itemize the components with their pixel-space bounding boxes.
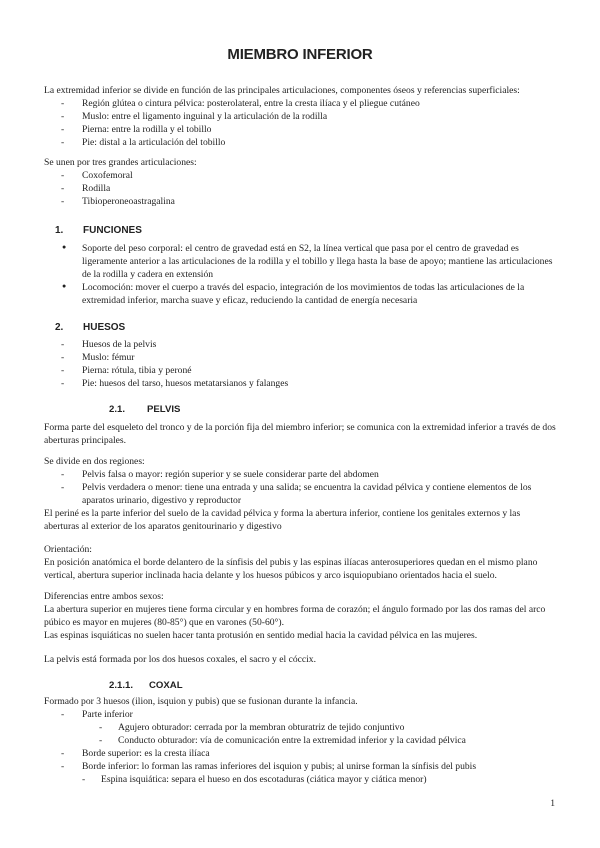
list-item: ● Locomoción: mover el cuerpo a través del espacio, integración de los movimientos de todas las articulaciones de la extremidad inferior, marcha suave y eficaz, reduciendo la cantidad de energía necesaria (44, 281, 556, 307)
list-item: - Borde inferior: lo forman las ramas inferiores del isquion y pubis; al unirse forman la sínfisis del pubis (44, 760, 556, 773)
list-item: - Agujero obturador: cerrada por la membran obturatriz de tejido conjuntivo (44, 721, 556, 734)
subsection-heading (44, 403, 556, 416)
pelvis-regions-list (44, 468, 556, 507)
section-number: 1. (55, 225, 64, 236)
diff-block (44, 590, 556, 642)
joints-block (44, 156, 556, 208)
pelvis-regions (44, 455, 556, 533)
list-item: - Región glútea o cintura pélvica: posterolateral, entre la cresta ilíaca y el pliegue cutáneo (44, 97, 556, 110)
paragraph: El periné es la parte inferior del suelo de la cavidad pélvica y forma la abertura inferior, contiene los genitales externos y las aberturas al exterior de los aparatos genitourinario y digestivo (44, 508, 521, 533)
joints-intro: Se unen por tres grandes articulaciones: (44, 157, 197, 168)
list-item: - Muslo: fémur (44, 351, 556, 364)
paragraph: La pelvis está formada por los dos huesos coxales, el sacro y el cóccix. (44, 654, 317, 665)
formed-block (44, 653, 556, 666)
section-pelvis (44, 403, 556, 416)
list-item: - Muslo: entre el ligamento inguinal y la articulación de la rodilla (44, 110, 556, 123)
list-item: - Pelvis falsa o mayor: región superior y se suele considerar parte del abdomen (44, 468, 556, 481)
section-number: 2. (55, 322, 64, 333)
regions-list (44, 97, 556, 149)
coxal-list (44, 708, 556, 721)
page-title: MIEMBRO INFERIOR (227, 46, 373, 63)
paragraph: Las espinas isquiáticas no suelen hacer tanta protusión en sentido medial hacia la cavidad pélvica en las mujeres. (44, 630, 478, 642)
funciones-list (44, 242, 556, 307)
section-heading (44, 321, 556, 335)
section-heading (44, 224, 556, 238)
pelvis-body (44, 421, 556, 447)
subsubsection-number: 2.1.1. (109, 680, 134, 691)
orientation-block (44, 543, 556, 582)
coxal-list (44, 747, 556, 773)
coxal-sublist (44, 721, 556, 747)
paragraph: Se divide en dos regiones: (44, 456, 145, 467)
intro-text: La extremidad inferior se divide en función de las principales articulaciones, componentes óseos y referencias superficiales: (44, 85, 520, 96)
paragraph: La abertura superior en mujeres tiene forma circular y en hombres forma de corazón; el ángulo formado por las dos ramas del arco púbico es mayor en mujeres (80-85°) que en varones (50-60°). (44, 604, 546, 629)
list-item: - Pie: huesos del tarso, huesos metatarsianos y falanges (44, 377, 556, 390)
subsection-number: 2.1. (109, 404, 126, 415)
section-title: FUNCIONES (83, 225, 142, 236)
subsubsection-title: COXAL (149, 680, 183, 691)
paragraph: Forma parte del esqueleto del tronco y de la porción fija del miembro inferior; se comunica con la extremidad inferior a través de dos aberturas principales. (44, 422, 556, 447)
paragraph-label: Orientación: (44, 544, 92, 555)
section-funciones (44, 224, 556, 307)
list-item: - Pelvis verdadera o menor: tiene una entrada y una salida; se encuentra la cavidad pélvica y contiene elementos de los aparatos urinario, digestivo y reproductor (44, 481, 556, 507)
page-number: 1 (550, 798, 555, 809)
list-item: - Pierna: entre la rodilla y el tobillo (44, 123, 556, 136)
subsubsection-heading (44, 679, 556, 692)
paragraph-label: Diferencias entre ambos sexos: (44, 591, 164, 602)
subsection-title: PELVIS (147, 404, 181, 415)
coxal-sublist (44, 773, 556, 786)
section-coxal (44, 679, 556, 786)
list-item: - Espina isquiática: separa el hueso en dos escotaduras (ciática mayor y ciática menor) (44, 773, 556, 786)
joints-list (44, 169, 556, 208)
list-item: - Tibioperoneoastragalina (44, 195, 556, 208)
section-huesos (44, 321, 556, 390)
list-item: - Pie: distal a la articulación del tobillo (44, 136, 556, 149)
list-item: - Pierna: rótula, tibia y peroné (44, 364, 556, 377)
list-item: - Conducto obturador: vía de comunicación entre la extremidad inferior y la cavidad pélvica (44, 734, 556, 747)
list-item: ● Soporte del peso corporal: el centro de gravedad está en S2, la línea vertical que pasa por el centro de gravedad es ligeramente anterior a las articulaciones de la rodilla y el tobillo y llega hasta la base de apoyo; mantiene las articulaciones de la rodilla y cadera en extensión (44, 242, 556, 281)
list-item: - Borde superior: es la cresta ilíaca (44, 747, 556, 760)
list-item: - Parte inferior (44, 708, 556, 721)
list-item: - Coxofemoral (44, 169, 556, 182)
list-item: - Rodilla (44, 182, 556, 195)
section-title: HUESOS (83, 322, 126, 333)
intro-block (44, 84, 556, 149)
paragraph: En posición anatómica el borde delantero de la sínfisis del pubis y las espinas ilíacas anterosuperiores quedan en el mismo plano vertical, abertura superior inclinada hacia delante y los huesos púbicos y arco isquiopubiano orientados hacia el suelo. (44, 557, 538, 582)
paragraph: Formado por 3 huesos (ilion, isquion y pubis) que se fusionan durante la infancia. (44, 696, 358, 708)
huesos-list (44, 338, 556, 390)
list-item: - Huesos de la pelvis (44, 338, 556, 351)
